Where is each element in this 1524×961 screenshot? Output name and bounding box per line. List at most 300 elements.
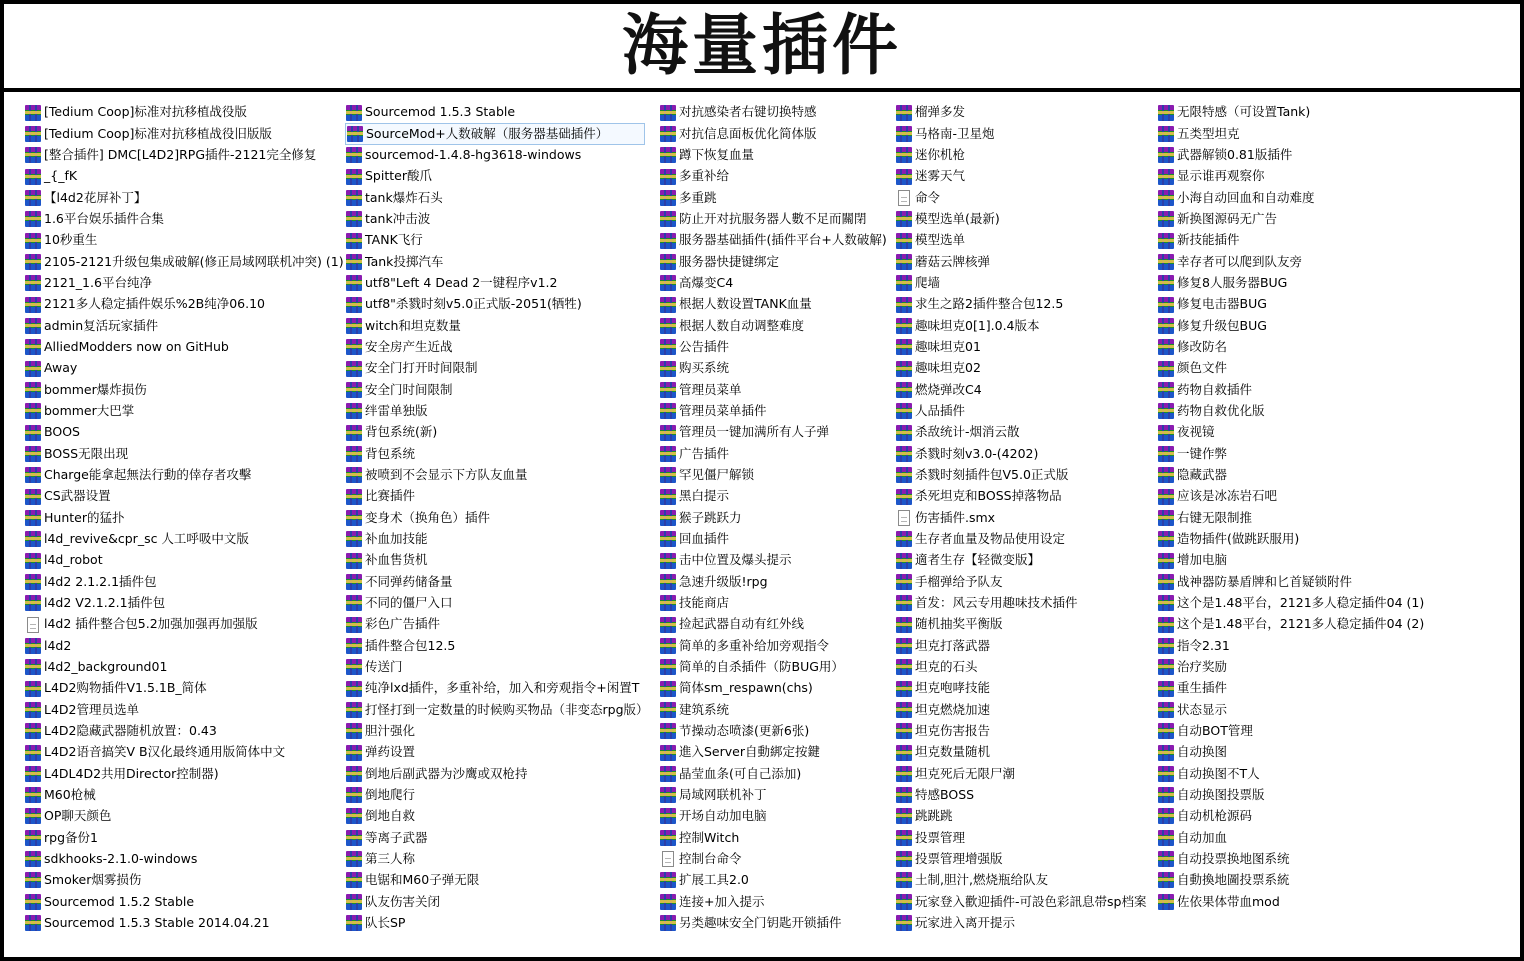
- file-item[interactable]: [1157, 315, 1457, 336]
- file-item[interactable]: [24, 593, 340, 614]
- rar-archive-icon: [896, 361, 912, 377]
- file-item[interactable]: [24, 358, 340, 379]
- file-item[interactable]: [1157, 379, 1457, 400]
- file-item[interactable]: [1157, 123, 1457, 144]
- rar-archive-icon: [660, 745, 676, 761]
- file-item[interactable]: [659, 251, 889, 272]
- file-item[interactable]: [345, 294, 645, 315]
- file-item[interactable]: [895, 827, 1150, 848]
- file-item[interactable]: [659, 721, 889, 742]
- file-item[interactable]: [24, 401, 340, 422]
- file-item[interactable]: [345, 273, 645, 294]
- file-name: 適者生存【轻微变版】: [915, 552, 1041, 568]
- file-name: 捡起武器自动有红外线: [679, 616, 805, 632]
- file-item[interactable]: [659, 486, 889, 507]
- file-name: 1.6平台娱乐插件合集: [44, 211, 164, 227]
- file-item[interactable]: [895, 337, 1150, 358]
- rar-archive-icon: [346, 830, 362, 846]
- file-name: 修复电击器BUG: [1177, 296, 1267, 312]
- file-listing: [4, 4, 1520, 957]
- file-item[interactable]: [345, 827, 645, 848]
- file-item[interactable]: [1157, 529, 1457, 550]
- file-item[interactable]: [895, 123, 1150, 144]
- rar-archive-icon: [896, 723, 912, 739]
- file-item[interactable]: [895, 230, 1150, 251]
- file-item[interactable]: [659, 635, 889, 656]
- file-item[interactable]: [24, 827, 340, 848]
- file-item[interactable]: [1157, 187, 1457, 208]
- file-item[interactable]: [659, 209, 889, 230]
- file-name: 人品插件: [915, 403, 966, 418]
- rar-archive-icon: [347, 126, 363, 142]
- file-name: 应该是冰冻岩石吧: [1177, 488, 1278, 504]
- file-name: 管理员菜单: [679, 381, 742, 397]
- file-name: L4D2购物插件V1.5.1B_简体: [44, 680, 207, 696]
- rar-archive-icon: [1158, 382, 1174, 398]
- file-item[interactable]: [659, 443, 889, 464]
- file-item[interactable]: [895, 187, 1150, 208]
- file-item[interactable]: [895, 145, 1150, 166]
- file-name: 药物自救插件: [1177, 381, 1253, 397]
- rar-archive-icon: [25, 510, 41, 526]
- file-item[interactable]: [1157, 593, 1457, 614]
- rar-archive-icon: [346, 766, 362, 782]
- file-item[interactable]: [895, 763, 1150, 784]
- file-item[interactable]: [895, 785, 1150, 806]
- rar-archive-icon: [1158, 574, 1174, 590]
- rar-archive-icon: [25, 681, 41, 697]
- file-item[interactable]: [345, 187, 645, 208]
- rar-archive-icon: [346, 403, 362, 419]
- file-item[interactable]: [659, 166, 889, 187]
- file-name: 弹药设置: [365, 744, 416, 760]
- file-item[interactable]: [659, 358, 889, 379]
- file-item[interactable]: [895, 273, 1150, 294]
- file-item[interactable]: [1157, 870, 1457, 891]
- file-item[interactable]: [659, 337, 889, 358]
- file-item[interactable]: [345, 763, 645, 784]
- file-item[interactable]: [24, 230, 340, 251]
- file-item[interactable]: [345, 571, 645, 592]
- rar-archive-icon: [25, 595, 41, 611]
- rar-archive-icon: [346, 681, 362, 697]
- file-name: 绊雷单独版: [365, 403, 428, 418]
- file-item[interactable]: [895, 699, 1150, 720]
- rar-archive-icon: [1158, 169, 1174, 185]
- file-item[interactable]: [24, 486, 340, 507]
- file-name: 状态显示: [1177, 701, 1228, 717]
- file-item[interactable]: [659, 742, 889, 763]
- file-item[interactable]: [895, 678, 1150, 699]
- file-name: Charge能拿起無法行動的倖存者攻擊: [44, 466, 252, 482]
- rar-archive-icon: [25, 723, 41, 739]
- rar-archive-icon: [346, 211, 362, 227]
- file-item[interactable]: [345, 550, 645, 571]
- file-item[interactable]: [895, 891, 1150, 912]
- file-item[interactable]: [345, 742, 645, 763]
- file-item[interactable]: [345, 166, 645, 187]
- file-item[interactable]: [659, 614, 889, 635]
- file-name: 连接+加入提示: [679, 893, 765, 909]
- file-item[interactable]: [345, 912, 645, 933]
- file-item[interactable]: [345, 401, 645, 422]
- file-item[interactable]: [1157, 635, 1457, 656]
- file-name: 投票管理增强版: [915, 850, 1003, 866]
- file-item[interactable]: [895, 571, 1150, 592]
- file-item[interactable]: [1157, 166, 1457, 187]
- file-item[interactable]: [659, 571, 889, 592]
- file-item[interactable]: [659, 187, 889, 208]
- file-name: 指令2.31: [1177, 637, 1230, 653]
- file-item[interactable]: [24, 614, 340, 635]
- file-item[interactable]: [345, 699, 649, 720]
- file-item[interactable]: [1157, 230, 1457, 251]
- file-item[interactable]: [895, 422, 1150, 443]
- file-item[interactable]: [345, 443, 645, 464]
- rar-archive-icon: [1158, 510, 1174, 526]
- file-item[interactable]: [24, 635, 340, 656]
- rar-archive-icon: [346, 915, 362, 931]
- file-item[interactable]: [24, 209, 340, 230]
- file-item[interactable]: [24, 145, 340, 166]
- file-item[interactable]: [345, 251, 645, 272]
- file-item[interactable]: [895, 166, 1150, 187]
- file-item[interactable]: [659, 678, 889, 699]
- file-item[interactable]: [1157, 699, 1457, 720]
- file-item[interactable]: [895, 614, 1150, 635]
- file-item[interactable]: [659, 891, 889, 912]
- file-item[interactable]: [659, 806, 889, 827]
- file-item[interactable]: [895, 742, 1150, 763]
- file-name: 求生之路2插件整合包12.5: [915, 296, 1064, 312]
- file-column: [659, 102, 889, 934]
- file-item[interactable]: [659, 315, 889, 336]
- file-item[interactable]: [895, 379, 1150, 400]
- rar-archive-icon: [1158, 894, 1174, 910]
- file-item[interactable]: [659, 550, 889, 571]
- rar-archive-icon: [346, 339, 362, 355]
- file-item[interactable]: [659, 657, 889, 678]
- file-item[interactable]: [345, 657, 645, 678]
- file-item[interactable]: [659, 763, 889, 784]
- rar-archive-icon: [1158, 190, 1174, 206]
- file-item[interactable]: [1157, 806, 1457, 827]
- rar-archive-icon: [660, 318, 676, 334]
- file-item[interactable]: [659, 529, 889, 550]
- file-item[interactable]: [895, 294, 1150, 315]
- file-item[interactable]: [1157, 742, 1457, 763]
- file-item[interactable]: [1157, 507, 1457, 528]
- file-item[interactable]: [1157, 443, 1457, 464]
- rar-archive-icon: [660, 723, 676, 739]
- file-item[interactable]: [1157, 550, 1457, 571]
- file-item[interactable]: [24, 443, 340, 464]
- rar-archive-icon: [346, 574, 362, 590]
- file-item[interactable]: [24, 806, 340, 827]
- file-item[interactable]: [659, 465, 889, 486]
- file-name: 多重跳: [679, 189, 717, 205]
- rar-archive-icon: [346, 787, 362, 803]
- file-item[interactable]: [895, 593, 1150, 614]
- file-item[interactable]: [24, 891, 340, 912]
- rar-archive-icon: [1158, 830, 1174, 846]
- file-item[interactable]: [895, 507, 1150, 528]
- file-item[interactable]: [1157, 891, 1457, 912]
- file-item[interactable]: [24, 422, 340, 443]
- file-item[interactable]: [345, 848, 645, 869]
- file-item[interactable]: [659, 401, 889, 422]
- file-item[interactable]: [659, 422, 889, 443]
- file-name: 公告插件: [679, 339, 730, 355]
- rar-archive-icon: [896, 915, 912, 931]
- file-item[interactable]: [345, 337, 645, 358]
- file-item[interactable]: [345, 358, 645, 379]
- rar-archive-icon: [660, 425, 676, 441]
- file-name: sdkhooks-2.1.0-windows: [44, 850, 198, 866]
- file-item[interactable]: [895, 401, 1150, 422]
- rar-archive-icon: [25, 297, 41, 313]
- file-name: L4D2语音搞笑V B汉化最终通用版简体中文: [44, 744, 286, 760]
- file-name: 佐依果体带血mod: [1177, 893, 1280, 909]
- file-item[interactable]: [895, 443, 1150, 464]
- file-name: 特感BOSS: [915, 786, 975, 802]
- rar-archive-icon: [346, 190, 362, 206]
- file-item[interactable]: [1157, 827, 1457, 848]
- rar-archive-icon: [346, 169, 362, 185]
- file-item[interactable]: [345, 465, 645, 486]
- file-name: 另类趣味安全门钥匙开锁插件: [679, 914, 842, 930]
- file-item[interactable]: [1157, 401, 1457, 422]
- file-item[interactable]: [345, 529, 645, 550]
- rar-archive-icon: [896, 681, 912, 697]
- rar-archive-icon: [346, 531, 362, 547]
- file-item[interactable]: [1157, 209, 1457, 230]
- file-item[interactable]: [345, 102, 645, 123]
- file-name: 生存者血量及物品使用设定: [915, 530, 1066, 546]
- file-item-selected[interactable]: [345, 123, 645, 144]
- file-item[interactable]: [895, 912, 1150, 933]
- file-name: 命令: [915, 189, 941, 205]
- file-item[interactable]: [345, 230, 645, 251]
- file-name: 自动机枪源码: [1177, 808, 1253, 824]
- rar-archive-icon: [896, 553, 912, 569]
- file-item[interactable]: [345, 209, 645, 230]
- rar-archive-icon: [896, 425, 912, 441]
- file-item[interactable]: [345, 806, 645, 827]
- file-item[interactable]: [24, 721, 340, 742]
- file-item[interactable]: [24, 742, 340, 763]
- file-item[interactable]: [345, 891, 645, 912]
- file-name: 这个是1.48平台，2121多人稳定插件04 (2): [1177, 616, 1425, 632]
- file-item[interactable]: [24, 550, 340, 571]
- file-item[interactable]: [659, 273, 889, 294]
- file-item[interactable]: [895, 209, 1150, 230]
- file-item[interactable]: [24, 379, 340, 400]
- rar-archive-icon: [896, 851, 912, 867]
- file-item[interactable]: [1157, 486, 1457, 507]
- file-name: tank爆炸石头: [365, 189, 443, 205]
- rar-archive-icon: [660, 553, 676, 569]
- file-item[interactable]: [895, 529, 1150, 550]
- file-name: 玩家登入歡迎插件-可設色彩訊息帯sp档案: [915, 893, 1147, 909]
- rar-archive-icon: [660, 147, 676, 163]
- file-item[interactable]: [1157, 721, 1457, 742]
- file-item[interactable]: [345, 422, 645, 443]
- file-name: 对抗感染者右键切换特感: [679, 104, 817, 120]
- file-name: l4d_revive&cpr_sc 人工呼吸中文版: [44, 530, 249, 546]
- file-item[interactable]: [345, 870, 645, 891]
- file-item[interactable]: [24, 251, 344, 272]
- file-item[interactable]: [1157, 273, 1457, 294]
- file-name: 多重补给: [679, 168, 730, 184]
- file-name: 广告插件: [679, 445, 730, 461]
- file-item[interactable]: [24, 848, 340, 869]
- file-item[interactable]: [659, 699, 889, 720]
- file-item[interactable]: [24, 187, 340, 208]
- file-name: 伤害插件.smx: [915, 509, 996, 525]
- file-name: 根据人数设置TANK血量: [679, 296, 812, 312]
- file-name: 倒地自救: [365, 808, 416, 824]
- document-icon: [27, 617, 39, 633]
- rar-archive-icon: [25, 574, 41, 590]
- file-item[interactable]: [659, 870, 889, 891]
- file-item[interactable]: [345, 785, 645, 806]
- rar-archive-icon: [25, 233, 41, 249]
- file-item[interactable]: [1157, 614, 1457, 635]
- file-item[interactable]: [895, 657, 1150, 678]
- file-item[interactable]: [24, 870, 340, 891]
- file-name: M60枪械: [44, 786, 96, 802]
- file-item[interactable]: [659, 145, 889, 166]
- rar-archive-icon: [25, 446, 41, 462]
- file-item[interactable]: [345, 145, 645, 166]
- file-item[interactable]: [345, 315, 645, 336]
- file-item[interactable]: [345, 486, 645, 507]
- file-item[interactable]: [345, 507, 645, 528]
- file-item[interactable]: [1157, 657, 1457, 678]
- file-item[interactable]: [24, 102, 340, 123]
- file-item[interactable]: [24, 699, 340, 720]
- file-item[interactable]: [24, 571, 340, 592]
- file-item[interactable]: [1157, 294, 1457, 315]
- file-item[interactable]: [24, 657, 340, 678]
- file-item[interactable]: [659, 123, 889, 144]
- file-item[interactable]: [345, 593, 645, 614]
- file-item[interactable]: [24, 166, 340, 187]
- file-item[interactable]: [1157, 358, 1457, 379]
- file-item[interactable]: [659, 593, 889, 614]
- file-item[interactable]: [24, 529, 340, 550]
- file-item[interactable]: [659, 827, 889, 848]
- file-item[interactable]: [1157, 337, 1457, 358]
- file-name: 服务器快捷键绑定: [679, 253, 780, 269]
- file-name: 插件整合包12.5: [365, 637, 456, 653]
- file-item[interactable]: [659, 785, 889, 806]
- file-item[interactable]: [1157, 763, 1457, 784]
- file-item[interactable]: [1157, 465, 1457, 486]
- file-name: 進入Server自動綁定按鍵: [679, 744, 820, 760]
- rar-archive-icon: [346, 467, 362, 483]
- file-item[interactable]: [345, 614, 645, 635]
- file-item[interactable]: [24, 912, 340, 933]
- file-name: 控制台命令: [679, 850, 742, 866]
- file-item[interactable]: [895, 870, 1150, 891]
- file-item[interactable]: [1157, 848, 1457, 869]
- file-name: 坦克伤害报告: [915, 722, 991, 738]
- file-name: L4D2隐藏武器随机放置：0.43: [44, 722, 217, 738]
- file-item[interactable]: [1157, 102, 1457, 123]
- file-item[interactable]: [1157, 251, 1457, 272]
- file-item[interactable]: [24, 465, 340, 486]
- file-item[interactable]: [895, 806, 1150, 827]
- file-item[interactable]: [1157, 422, 1457, 443]
- rar-archive-icon: [660, 446, 676, 462]
- file-item[interactable]: [895, 315, 1150, 336]
- file-item[interactable]: [345, 678, 645, 699]
- file-item[interactable]: [1157, 571, 1457, 592]
- file-item[interactable]: [24, 785, 340, 806]
- file-name: 【l4d2花屏补丁】: [44, 189, 147, 205]
- file-item[interactable]: [659, 379, 889, 400]
- file-name: 开场自动加电脑: [679, 808, 767, 824]
- file-name: utf8"Left 4 Dead 2一键程序v1.2: [365, 275, 558, 291]
- file-item[interactable]: [895, 635, 1150, 656]
- file-item[interactable]: [659, 230, 889, 251]
- rar-archive-icon: [1158, 787, 1174, 803]
- file-item[interactable]: [895, 465, 1150, 486]
- rar-archive-icon: [896, 403, 912, 419]
- rar-archive-icon: [25, 894, 41, 910]
- file-item[interactable]: [895, 721, 1150, 742]
- file-name: TANK飞行: [365, 232, 423, 248]
- file-item[interactable]: [895, 486, 1150, 507]
- rar-archive-icon: [25, 275, 41, 291]
- file-item[interactable]: [24, 507, 340, 528]
- file-item[interactable]: [895, 848, 1150, 869]
- file-item[interactable]: [24, 273, 340, 294]
- file-item[interactable]: [895, 550, 1150, 571]
- file-name: rpg备份1: [44, 829, 98, 845]
- file-item[interactable]: [345, 379, 645, 400]
- file-item[interactable]: [24, 294, 340, 315]
- file-item[interactable]: [659, 507, 889, 528]
- file-item[interactable]: [1157, 678, 1457, 699]
- file-item[interactable]: [1157, 145, 1457, 166]
- file-name: 背包系统(新): [365, 424, 438, 440]
- file-item[interactable]: [24, 123, 340, 144]
- file-item[interactable]: [345, 721, 645, 742]
- file-item[interactable]: [24, 315, 340, 336]
- file-name: 管理员一键加满所有人子弹: [679, 424, 830, 440]
- file-item[interactable]: [659, 102, 889, 123]
- file-item[interactable]: [1157, 785, 1457, 806]
- file-item[interactable]: [24, 337, 340, 358]
- file-item[interactable]: [24, 678, 340, 699]
- file-item[interactable]: [345, 635, 645, 656]
- file-name: 打怪打到一定数量的时候购买物品（非变态rpg版）: [365, 701, 649, 717]
- file-column: [24, 102, 344, 934]
- rar-archive-icon: [660, 659, 676, 675]
- file-name: utf8"杀戮时刻v5.0正式版-2051(牺牲): [365, 296, 582, 312]
- file-item[interactable]: [659, 848, 889, 869]
- file-item[interactable]: [895, 102, 1150, 123]
- file-item[interactable]: [24, 763, 340, 784]
- file-item[interactable]: [895, 358, 1150, 379]
- file-item[interactable]: [659, 912, 889, 933]
- file-name: 安全门打开时间限制: [365, 360, 478, 376]
- file-item[interactable]: [659, 294, 889, 315]
- file-item[interactable]: [895, 251, 1150, 272]
